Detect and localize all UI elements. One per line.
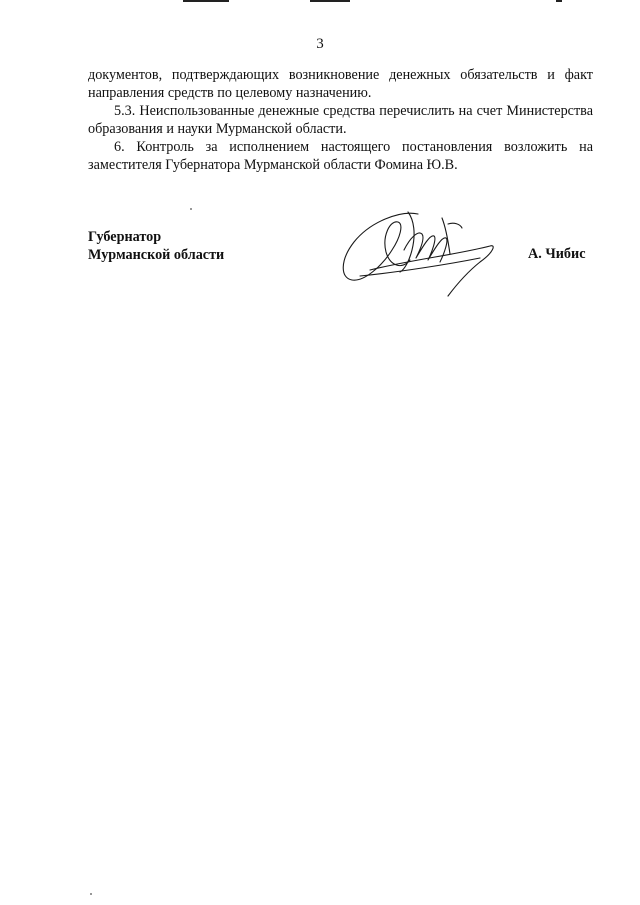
- scan-artifact: [556, 0, 562, 2]
- signatory-title-line1: Губернатор: [88, 229, 162, 245]
- scan-artifact: [310, 0, 350, 2]
- scan-artifact: [183, 0, 229, 2]
- signatory-title: [88, 228, 224, 264]
- handwritten-signature: [330, 200, 510, 310]
- paragraph-5-3: 5.3. Неиспользованные денежные средства перечислить на счет Министерства образования и науки Мурманской области.: [88, 103, 593, 137]
- signatory-title-line2: Мурманской области: [88, 247, 225, 263]
- page-number: 3: [316, 36, 324, 52]
- scan-speck: [90, 893, 92, 895]
- paragraph-continuation: документов, подтверждающих возникновение денежных обязательств и факт направления средств по целевому назначению.: [88, 67, 593, 101]
- paragraph-6: 6. Контроль за исполнением настоящего постановления возложить на заместителя Губернатора Мурманской области Фомина Ю.В.: [88, 139, 593, 173]
- scan-speck: [190, 208, 192, 210]
- signatory-name: А. Чибис: [528, 246, 586, 262]
- document-body: [88, 66, 593, 174]
